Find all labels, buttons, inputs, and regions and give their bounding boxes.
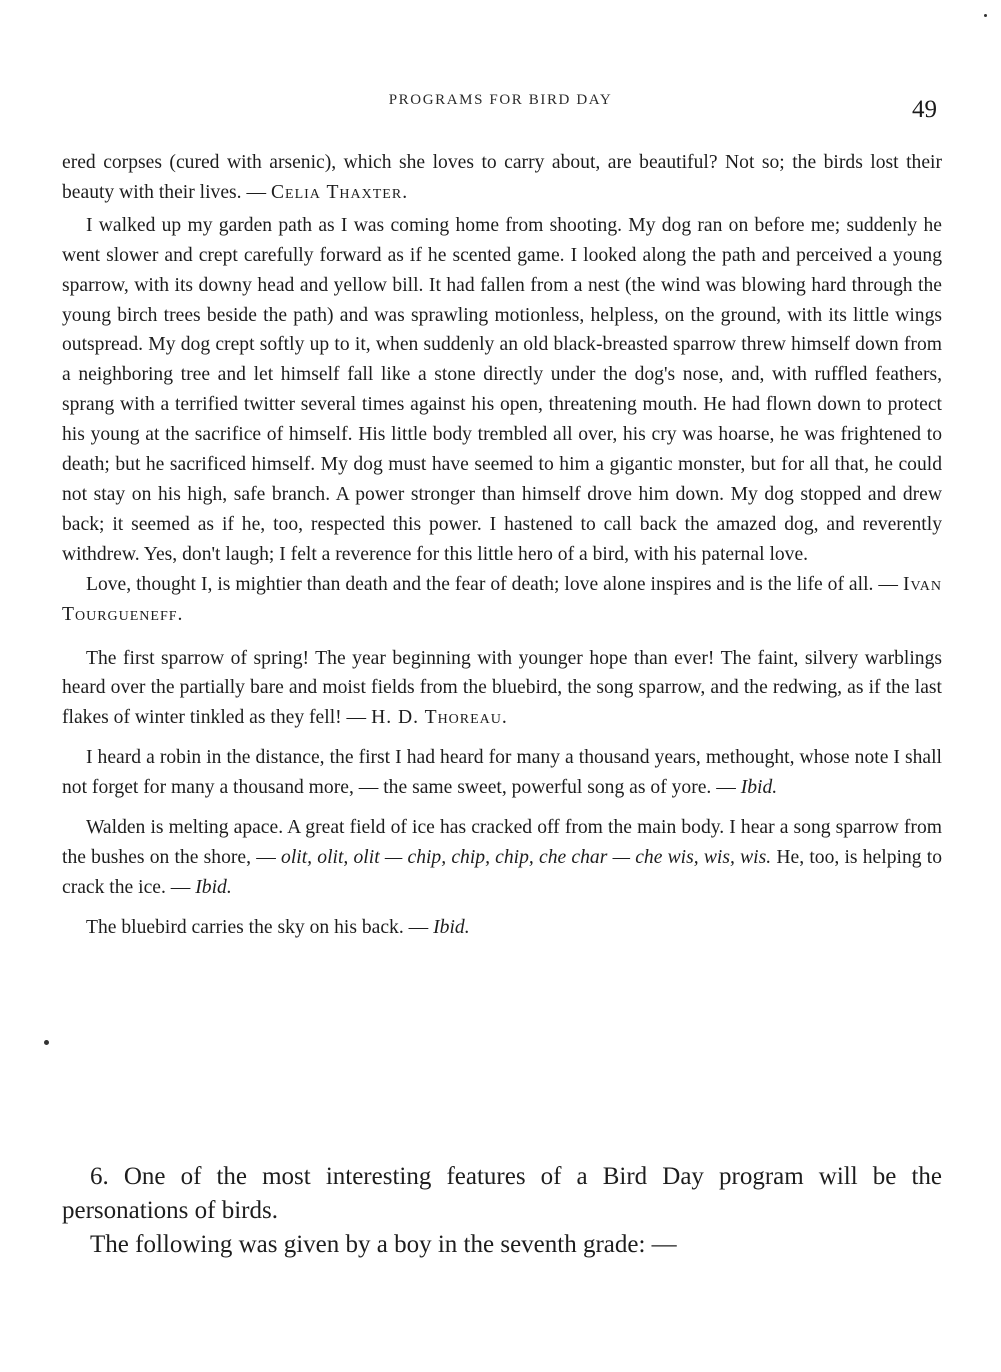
author-attribution: Ivan Tourgueneff. bbox=[62, 573, 942, 625]
section-paragraph: The following was given by a boy in the seventh grade: — bbox=[90, 1231, 677, 1258]
section-paragraph: 6. One of the most interesting features of a Bird Day program will be the personations of birds. bbox=[62, 1163, 942, 1224]
paragraph-text: Walden is melting apace. A great field of ice has cracked off from the main body. I hear a song sparrow from the bushes on the shore, — bbox=[62, 817, 942, 868]
page-number: 49 bbox=[912, 96, 937, 123]
running-title: PROGRAMS FOR BIRD DAY bbox=[388, 92, 613, 108]
paragraph-sparrow-story: I walked up my garden path as I was coming home from shooting. My dog ran on before me; suddenly he went slower and crept carefully forward as if he scented game. I looked along the path and perceived a young sparrow, with its downy head and yellow bill. It had fallen from a nest (the wind was blowing hard through the young birch trees beside the path) and was sprawling motionless, helpless, on the ground, with its little wings outspread. My dog crept softly up to it, when suddenly an old black-breasted sparrow threw himself down from a neighboring tree and let himself fall like a stone directly under the dog's nose, and, with ruffled feathers, sprang with a terrified twitter several times against his open, threatening mouth. He had flown down to protect his young at the sacrifice of himself. His little body trembled all over, his cry was hoarse, he was frightened to death; but he sacrificed himself. My dog must have seemed to him a gigantic monster, but for all that, he could not stay on his high, safe branch. A power stronger than himself drove him down. My dog stopped and drew back; it seemed as if he, too, respected this power. I hastened to call back the amazed dog, and reverently withdrew. Yes, don't laugh; I felt a reverence for this little hero of a bird, with his paternal love. bbox=[62, 214, 942, 565]
scan-speck bbox=[984, 14, 987, 17]
author-attribution: Celia Thaxter. bbox=[270, 181, 409, 203]
paragraph-bluebird bbox=[62, 913, 942, 943]
author-attribution: H. D. Thoreau. bbox=[371, 707, 508, 729]
paragraph-tourgueneff bbox=[62, 570, 942, 630]
paragraph-text: The bluebird carries the sky on his back. — bbox=[86, 916, 434, 938]
paragraph-robin bbox=[62, 743, 942, 803]
quotation-block bbox=[62, 148, 942, 943]
paragraph-text: ered corpses (cured with arsenic), which she loves to carry about, are beautiful? Not so; the birds lost their beauty with their lives. — bbox=[62, 152, 942, 203]
paragraph-text: I heard a robin in the distance, the first I had heard for many a thousand years, methought, whose note I shall not forget for many a thousand more, — the same sweet, powerful song as of yore. — bbox=[62, 747, 942, 799]
paragraph-text: Love, thought I, is mightier than death and the fear of death; love alone inspires and is the life of all. — bbox=[86, 573, 903, 595]
section-six bbox=[62, 1160, 942, 1262]
paragraph-text: The first sparrow of spring! The year beginning with younger hope than ever! The faint, silvery warblings heard over the partially bare and moist fields from the bluebird, the song sparrow, and the redwing, as if the last flakes of winter tinkled as they fell! — bbox=[62, 647, 942, 729]
source-attribution: Ibid. bbox=[740, 777, 778, 799]
paragraph-text: He, too, is helping to crack the ice. — bbox=[62, 846, 942, 898]
bird-song-transcription: olit, olit, olit — chip, chip, chip, che char — che wis, wis, wis. bbox=[281, 846, 772, 868]
source-attribution: Ibid. bbox=[195, 876, 232, 898]
paragraph-thaxter bbox=[62, 148, 942, 208]
margin-dot bbox=[44, 1040, 49, 1045]
paragraph-walden bbox=[62, 813, 942, 903]
paragraph-thoreau bbox=[62, 644, 942, 734]
source-attribution: Ibid. bbox=[433, 916, 470, 938]
